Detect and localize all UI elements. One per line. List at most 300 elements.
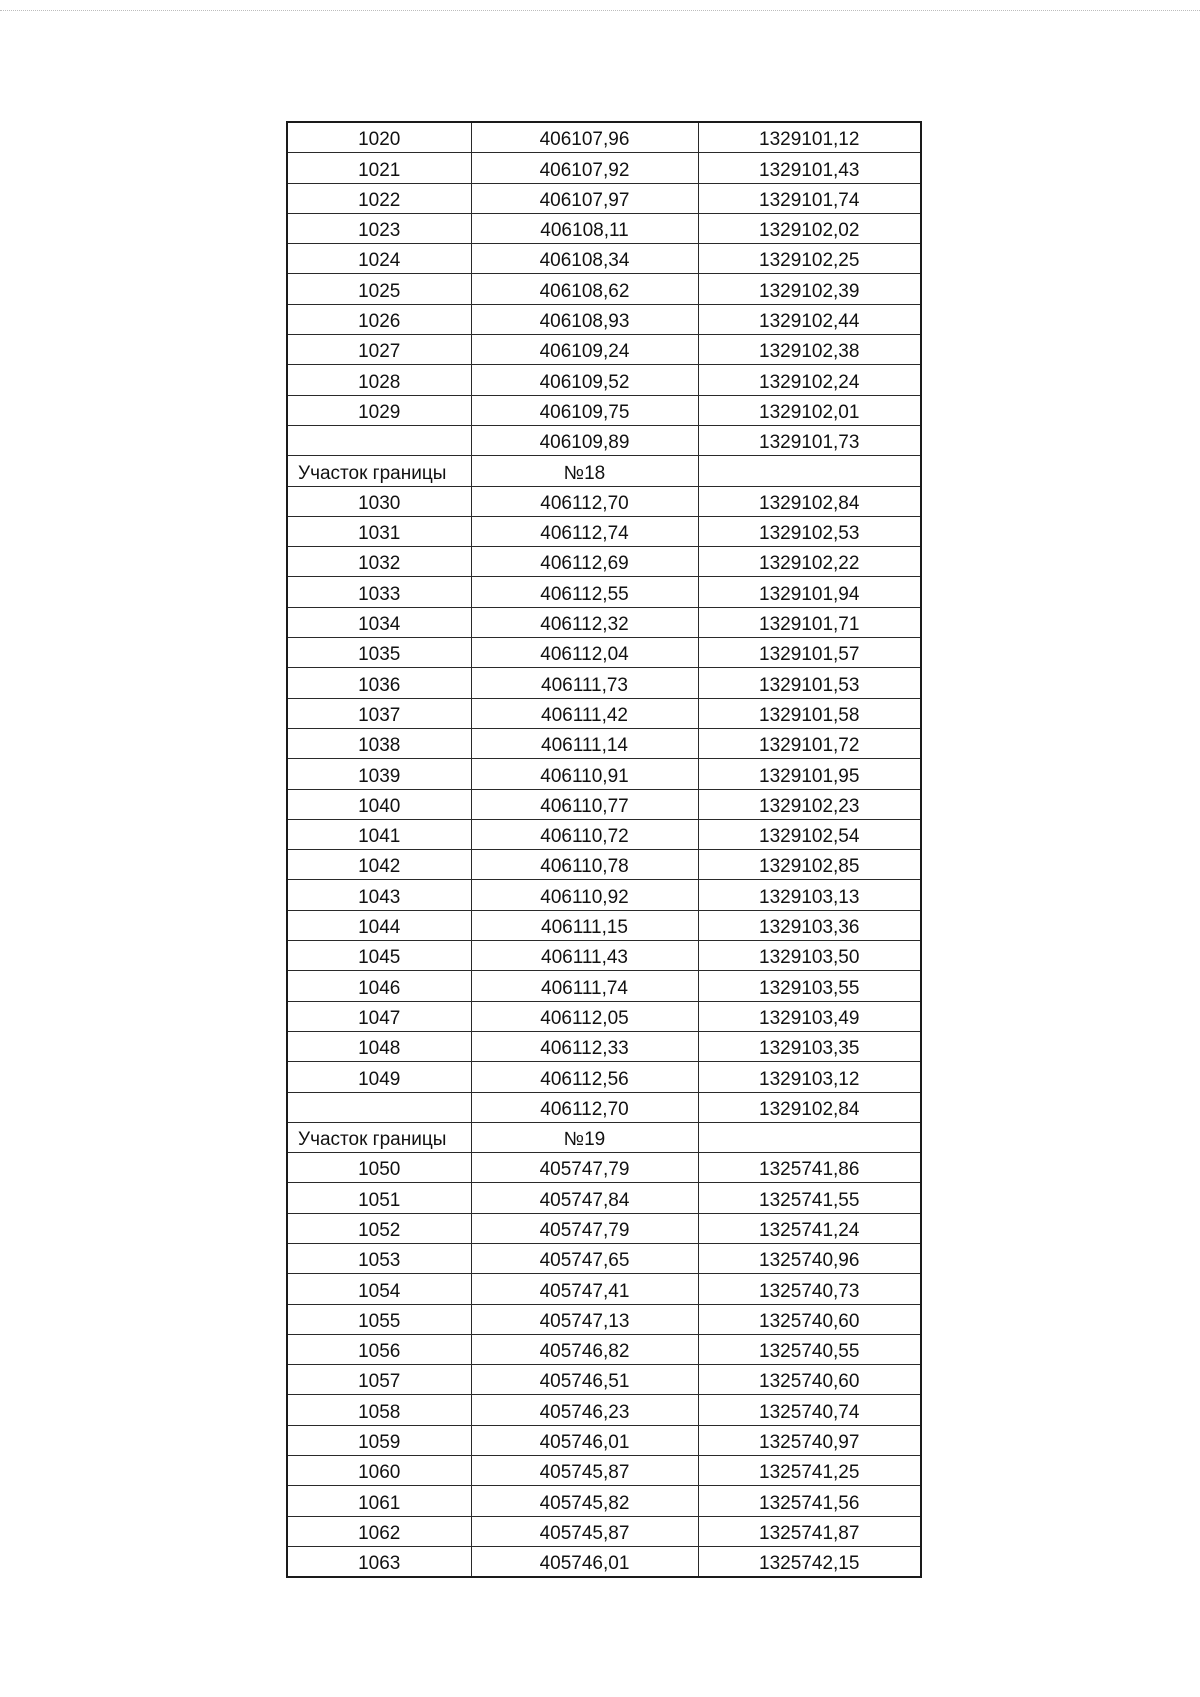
- point-number-cell: [287, 668, 471, 698]
- x-coordinate-cell: [471, 1334, 698, 1364]
- x-coordinate-cell: [471, 274, 698, 304]
- cell-text: 1045: [358, 947, 401, 969]
- x-coordinate-cell: [471, 1062, 698, 1092]
- cell-text: 1054: [358, 1280, 401, 1302]
- section-empty-cell: [698, 456, 921, 486]
- cell-text: 1028: [358, 371, 401, 393]
- point-number-cell: [287, 698, 471, 728]
- cell-text: 405746,01: [539, 1432, 630, 1454]
- cell-text: 406112,74: [540, 523, 629, 545]
- cell-text: 1325742,15: [759, 1553, 860, 1575]
- cell-text: 1329103,13: [759, 886, 860, 908]
- y-coordinate-cell: [698, 1365, 921, 1395]
- x-coordinate-cell: [471, 1456, 698, 1486]
- point-number-cell: [287, 1031, 471, 1061]
- cell-text: 406110,72: [540, 826, 629, 848]
- cell-text: 1325740,60: [759, 1371, 860, 1393]
- cell-text: 406110,91: [540, 765, 629, 787]
- cell-text: 405746,51: [539, 1371, 630, 1393]
- cell-text: 1027: [358, 341, 401, 363]
- cell-text: 405747,79: [539, 1159, 630, 1181]
- y-coordinate-cell: [698, 516, 921, 546]
- point-number-cell: [287, 244, 471, 274]
- x-coordinate-cell: [471, 1546, 698, 1577]
- x-coordinate-cell: [471, 668, 698, 698]
- cell-text: 406112,69: [540, 553, 629, 575]
- y-coordinate-cell: [698, 365, 921, 395]
- point-number-cell: [287, 910, 471, 940]
- cell-text: 406107,92: [539, 159, 630, 181]
- cell-text: 1059: [358, 1432, 401, 1454]
- point-number-cell: [287, 728, 471, 758]
- cell-text: 1329102,85: [759, 856, 860, 878]
- x-coordinate-cell: [471, 1243, 698, 1273]
- y-coordinate-cell: [698, 153, 921, 183]
- point-number-cell: [287, 153, 471, 183]
- cell-text: 1033: [358, 583, 401, 605]
- cell-text: 1329101,53: [759, 674, 860, 696]
- table-row: [287, 213, 921, 243]
- cell-text: 1044: [358, 917, 401, 939]
- x-coordinate-cell: [471, 1213, 698, 1243]
- section-label-cell: [287, 456, 471, 486]
- cell-text: 405746,23: [539, 1401, 630, 1423]
- cell-text: 406112,56: [540, 1068, 629, 1090]
- point-number-cell: [287, 1395, 471, 1425]
- cell-text: 1053: [358, 1250, 401, 1272]
- y-coordinate-cell: [698, 668, 921, 698]
- cell-text: 1039: [358, 765, 401, 787]
- cell-text: 406109,89: [539, 432, 630, 454]
- x-coordinate-cell: [471, 425, 698, 455]
- point-number-cell: [287, 304, 471, 334]
- cell-text: 406112,55: [540, 583, 629, 605]
- cell-text: 406111,74: [541, 977, 628, 999]
- cell-text: 406111,15: [541, 917, 628, 939]
- point-number-cell: [287, 516, 471, 546]
- cell-text: 406109,24: [539, 341, 630, 363]
- x-coordinate-cell: [471, 819, 698, 849]
- y-coordinate-cell: [698, 304, 921, 334]
- y-coordinate-cell: [698, 486, 921, 516]
- table-row: [287, 1031, 921, 1061]
- cell-text: 1329102,01: [759, 401, 860, 423]
- cell-text: 1329102,24: [759, 371, 860, 393]
- cell-text: 1032: [358, 553, 401, 575]
- x-coordinate-cell: [471, 1274, 698, 1304]
- y-coordinate-cell: [698, 607, 921, 637]
- x-coordinate-cell: [471, 1395, 698, 1425]
- y-coordinate-cell: [698, 274, 921, 304]
- cell-text: 406108,93: [539, 311, 630, 333]
- x-coordinate-cell: [471, 1001, 698, 1031]
- cell-text: 406107,96: [539, 129, 630, 151]
- x-coordinate-cell: [471, 122, 698, 153]
- cell-text: 1050: [358, 1159, 401, 1181]
- table-row: [287, 1062, 921, 1092]
- x-coordinate-cell: [471, 1092, 698, 1122]
- cell-text: 406109,52: [539, 371, 630, 393]
- cell-text: Участок границы: [298, 1129, 447, 1151]
- point-number-cell: [287, 1153, 471, 1183]
- x-coordinate-cell: [471, 365, 698, 395]
- y-coordinate-cell: [698, 244, 921, 274]
- table-row: [287, 668, 921, 698]
- cell-text: 405747,41: [539, 1280, 630, 1302]
- table-row: [287, 698, 921, 728]
- y-coordinate-cell: [698, 728, 921, 758]
- cell-text: 406112,70: [540, 492, 629, 514]
- cell-text: 1325741,24: [759, 1219, 860, 1241]
- y-coordinate-cell: [698, 1334, 921, 1364]
- x-coordinate-cell: [471, 789, 698, 819]
- y-coordinate-cell: [698, 1516, 921, 1546]
- cell-text: 1021: [358, 159, 401, 181]
- point-number-cell: [287, 607, 471, 637]
- table-row: [287, 1456, 921, 1486]
- cell-text: 1329103,49: [759, 1007, 860, 1029]
- cell-text: 1052: [358, 1219, 401, 1241]
- x-coordinate-cell: [471, 910, 698, 940]
- cell-text: 406108,34: [539, 250, 630, 272]
- point-number-cell: [287, 1365, 471, 1395]
- point-number-cell: [287, 213, 471, 243]
- cell-text: 1325741,56: [759, 1492, 860, 1514]
- y-coordinate-cell: [698, 850, 921, 880]
- cell-text: 406112,32: [540, 614, 629, 636]
- cell-text: 1329102,22: [759, 553, 860, 575]
- point-number-cell: [287, 850, 471, 880]
- section-header-row: [287, 456, 921, 486]
- x-coordinate-cell: [471, 244, 698, 274]
- x-coordinate-cell: [471, 1516, 698, 1546]
- point-number-cell: [287, 1334, 471, 1364]
- x-coordinate-cell: [471, 728, 698, 758]
- y-coordinate-cell: [698, 1546, 921, 1577]
- table-row: [287, 728, 921, 758]
- cell-text: 1329102,39: [759, 280, 860, 302]
- x-coordinate-cell: [471, 638, 698, 668]
- point-number-cell: [287, 1425, 471, 1455]
- table-row: [287, 547, 921, 577]
- y-coordinate-cell: [698, 1304, 921, 1334]
- cell-text: 405747,79: [539, 1219, 630, 1241]
- cell-text: 406110,78: [540, 856, 629, 878]
- cell-text: 1057: [358, 1371, 401, 1393]
- cell-text: 1329101,71: [759, 614, 860, 636]
- x-coordinate-cell: [471, 607, 698, 637]
- point-number-cell: [287, 1001, 471, 1031]
- table-row: [287, 1092, 921, 1122]
- cell-text: 1329101,94: [759, 583, 860, 605]
- x-coordinate-cell: [471, 153, 698, 183]
- cell-text: 406112,05: [540, 1007, 629, 1029]
- cell-text: 1329102,25: [759, 250, 860, 272]
- x-coordinate-cell: [471, 850, 698, 880]
- table-row: [287, 365, 921, 395]
- section-header-row: [287, 1122, 921, 1152]
- y-coordinate-cell: [698, 880, 921, 910]
- table-row: [287, 516, 921, 546]
- point-number-cell: [287, 880, 471, 910]
- table-row: [287, 153, 921, 183]
- point-number-cell: [287, 971, 471, 1001]
- cell-text: 1329101,58: [759, 704, 860, 726]
- cell-text: №18: [563, 462, 606, 484]
- cell-text: 1325740,73: [759, 1280, 860, 1302]
- table-row: [287, 1395, 921, 1425]
- cell-text: 406112,33: [540, 1038, 629, 1060]
- cell-text: 405747,65: [539, 1250, 630, 1272]
- cell-text: 406108,11: [540, 220, 629, 242]
- y-coordinate-cell: [698, 122, 921, 153]
- point-number-cell: [287, 183, 471, 213]
- cell-text: 1329101,12: [759, 129, 860, 151]
- y-coordinate-cell: [698, 1425, 921, 1455]
- x-coordinate-cell: [471, 880, 698, 910]
- x-coordinate-cell: [471, 971, 698, 1001]
- cell-text: 1329103,12: [759, 1068, 860, 1090]
- table-row: [287, 1001, 921, 1031]
- section-number-cell: [471, 456, 698, 486]
- point-number-cell: [287, 819, 471, 849]
- y-coordinate-cell: [698, 819, 921, 849]
- point-number-cell: [287, 122, 471, 153]
- point-number-cell: [287, 425, 471, 455]
- cell-text: 1329101,74: [759, 189, 860, 211]
- x-coordinate-cell: [471, 1425, 698, 1455]
- point-number-cell: [287, 1062, 471, 1092]
- table-row: [287, 335, 921, 365]
- coordinates-table-body: [287, 122, 921, 1577]
- section-empty-cell: [698, 1122, 921, 1152]
- x-coordinate-cell: [471, 335, 698, 365]
- section-number-cell: [471, 1122, 698, 1152]
- table-row: [287, 850, 921, 880]
- point-number-cell: [287, 759, 471, 789]
- y-coordinate-cell: [698, 1153, 921, 1183]
- cell-text: 1037: [358, 704, 401, 726]
- table-row: [287, 1213, 921, 1243]
- scan-edge-line: [0, 10, 1200, 11]
- cell-text: 406110,77: [540, 795, 629, 817]
- cell-text: 1329103,36: [759, 917, 860, 939]
- y-coordinate-cell: [698, 577, 921, 607]
- table-row: [287, 1183, 921, 1213]
- point-number-cell: [287, 395, 471, 425]
- point-number-cell: [287, 1456, 471, 1486]
- cell-text: 406107,97: [539, 189, 630, 211]
- table-row: [287, 304, 921, 334]
- y-coordinate-cell: [698, 910, 921, 940]
- cell-text: 1042: [358, 856, 401, 878]
- point-number-cell: [287, 486, 471, 516]
- y-coordinate-cell: [698, 1092, 921, 1122]
- point-number-cell: [287, 1516, 471, 1546]
- cell-text: 1325740,74: [759, 1401, 860, 1423]
- cell-text: 1041: [358, 826, 401, 848]
- x-coordinate-cell: [471, 759, 698, 789]
- x-coordinate-cell: [471, 577, 698, 607]
- point-number-cell: [287, 365, 471, 395]
- cell-text: 1063: [358, 1553, 401, 1575]
- cell-text: 1325741,87: [759, 1522, 860, 1544]
- cell-text: 1329101,72: [759, 735, 860, 757]
- x-coordinate-cell: [471, 486, 698, 516]
- point-number-cell: [287, 1213, 471, 1243]
- cell-text: 1047: [358, 1007, 401, 1029]
- coordinates-table: [286, 121, 922, 1578]
- table-row: [287, 1486, 921, 1516]
- table-row: [287, 1334, 921, 1364]
- cell-text: 1023: [358, 220, 401, 242]
- table-row: [287, 1243, 921, 1273]
- x-coordinate-cell: [471, 304, 698, 334]
- y-coordinate-cell: [698, 698, 921, 728]
- cell-text: 1055: [358, 1310, 401, 1332]
- y-coordinate-cell: [698, 335, 921, 365]
- cell-text: 1329102,53: [759, 523, 860, 545]
- cell-text: 406110,92: [540, 886, 629, 908]
- cell-text: 406111,42: [541, 704, 628, 726]
- cell-text: 1046: [358, 977, 401, 999]
- cell-text: 1038: [358, 735, 401, 757]
- cell-text: 1025: [358, 280, 401, 302]
- cell-text: 1325741,86: [759, 1159, 860, 1181]
- cell-text: 1329101,57: [759, 644, 860, 666]
- y-coordinate-cell: [698, 183, 921, 213]
- cell-text: 1329103,55: [759, 977, 860, 999]
- cell-text: 1031: [358, 523, 401, 545]
- cell-text: 1056: [358, 1341, 401, 1363]
- table-row: [287, 971, 921, 1001]
- y-coordinate-cell: [698, 1456, 921, 1486]
- table-row: [287, 122, 921, 153]
- x-coordinate-cell: [471, 547, 698, 577]
- point-number-cell: [287, 1304, 471, 1334]
- cell-text: 1043: [358, 886, 401, 908]
- cell-text: 1034: [358, 614, 401, 636]
- cell-text: 1026: [358, 311, 401, 333]
- x-coordinate-cell: [471, 395, 698, 425]
- y-coordinate-cell: [698, 425, 921, 455]
- cell-text: 405747,13: [539, 1310, 630, 1332]
- cell-text: 406111,73: [541, 674, 628, 696]
- cell-text: 1325740,55: [759, 1341, 860, 1363]
- cell-text: 1329102,44: [759, 311, 860, 333]
- cell-text: 1329102,84: [759, 1098, 860, 1120]
- cell-text: 405745,87: [539, 1522, 630, 1544]
- point-number-cell: [287, 638, 471, 668]
- cell-text: 406112,70: [540, 1098, 629, 1120]
- cell-text: 1329101,73: [759, 432, 860, 454]
- point-number-cell: [287, 1274, 471, 1304]
- cell-text: №19: [563, 1129, 606, 1151]
- section-label-cell: [287, 1122, 471, 1152]
- cell-text: 1060: [358, 1462, 401, 1484]
- cell-text: Участок границы: [298, 462, 447, 484]
- y-coordinate-cell: [698, 213, 921, 243]
- cell-text: 1058: [358, 1401, 401, 1423]
- cell-text: 405747,84: [539, 1189, 630, 1211]
- point-number-cell: [287, 1486, 471, 1516]
- y-coordinate-cell: [698, 1395, 921, 1425]
- y-coordinate-cell: [698, 759, 921, 789]
- cell-text: 1049: [358, 1068, 401, 1090]
- table-row: [287, 1516, 921, 1546]
- x-coordinate-cell: [471, 941, 698, 971]
- x-coordinate-cell: [471, 1304, 698, 1334]
- x-coordinate-cell: [471, 1183, 698, 1213]
- x-coordinate-cell: [471, 1031, 698, 1061]
- table-row: [287, 1153, 921, 1183]
- y-coordinate-cell: [698, 638, 921, 668]
- table-row: [287, 607, 921, 637]
- table-row: [287, 425, 921, 455]
- y-coordinate-cell: [698, 547, 921, 577]
- point-number-cell: [287, 274, 471, 304]
- x-coordinate-cell: [471, 1153, 698, 1183]
- cell-text: 406111,43: [541, 947, 628, 969]
- y-coordinate-cell: [698, 1183, 921, 1213]
- cell-text: 1325740,96: [759, 1250, 860, 1272]
- point-number-cell: [287, 789, 471, 819]
- table-row: [287, 759, 921, 789]
- cell-text: 1040: [358, 795, 401, 817]
- cell-text: 406111,14: [541, 735, 628, 757]
- y-coordinate-cell: [698, 1062, 921, 1092]
- y-coordinate-cell: [698, 971, 921, 1001]
- table-row: [287, 1546, 921, 1577]
- table-row: [287, 1274, 921, 1304]
- point-number-cell: [287, 1243, 471, 1273]
- cell-text: 1329102,84: [759, 492, 860, 514]
- point-number-cell: [287, 941, 471, 971]
- table-row: [287, 274, 921, 304]
- x-coordinate-cell: [471, 516, 698, 546]
- cell-text: 1036: [358, 674, 401, 696]
- cell-text: 406108,62: [539, 280, 630, 302]
- cell-text: 1048: [358, 1038, 401, 1060]
- point-number-cell: [287, 335, 471, 365]
- y-coordinate-cell: [698, 1031, 921, 1061]
- table-row: [287, 819, 921, 849]
- table-row: [287, 910, 921, 940]
- x-coordinate-cell: [471, 1486, 698, 1516]
- cell-text: 1022: [358, 189, 401, 211]
- cell-text: 1035: [358, 644, 401, 666]
- cell-text: 405746,82: [539, 1341, 630, 1363]
- cell-text: 1329101,43: [759, 159, 860, 181]
- table-row: [287, 395, 921, 425]
- point-number-cell: [287, 1092, 471, 1122]
- cell-text: 1062: [358, 1522, 401, 1544]
- cell-text: 1020: [358, 129, 401, 151]
- table-row: [287, 1425, 921, 1455]
- cell-text: 1329101,95: [759, 765, 860, 787]
- point-number-cell: [287, 1183, 471, 1213]
- cell-text: 1051: [358, 1189, 401, 1211]
- point-number-cell: [287, 547, 471, 577]
- y-coordinate-cell: [698, 1213, 921, 1243]
- y-coordinate-cell: [698, 1001, 921, 1031]
- x-coordinate-cell: [471, 1365, 698, 1395]
- cell-text: 1325741,25: [759, 1462, 860, 1484]
- point-number-cell: [287, 577, 471, 607]
- x-coordinate-cell: [471, 213, 698, 243]
- y-coordinate-cell: [698, 395, 921, 425]
- table-row: [287, 789, 921, 819]
